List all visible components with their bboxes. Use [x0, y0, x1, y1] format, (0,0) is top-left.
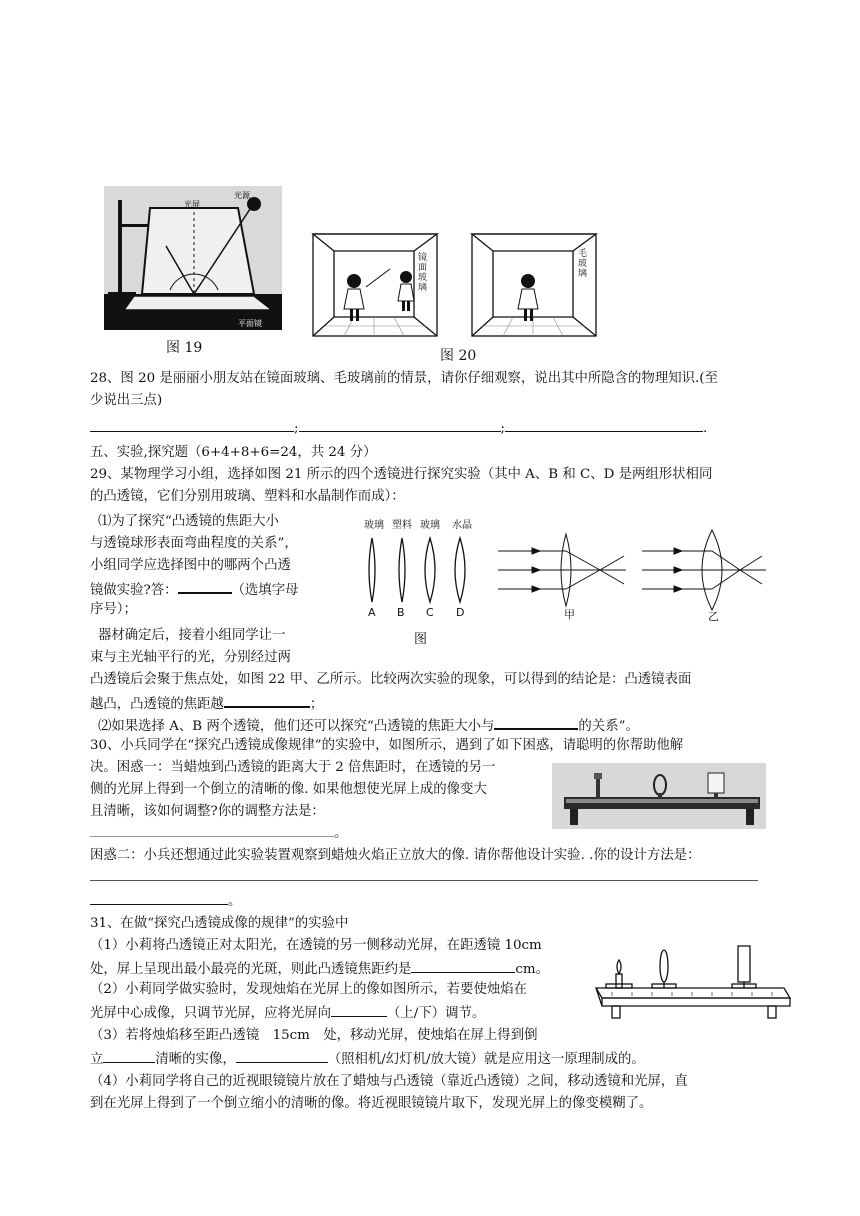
label-mirror-glass: 镜面玻璃 [418, 253, 428, 293]
label-light-source: 光源 [234, 191, 250, 200]
q30-answer-blank-1[interactable] [90, 822, 334, 837]
q30-line-4: 且清晰，该如何调整?你的调整方法是： [90, 804, 325, 819]
q31-p1-line-2-text: 处，屏上呈现出最小最亮的光斑，则此凸透镜焦距约是 [90, 962, 412, 977]
q31-p2-line-2-text: 光屏中心成像，只调节光屏，应将光屏向 [90, 1006, 332, 1021]
label-jia: 甲 [564, 608, 575, 621]
q31-answer-blank-1[interactable] [411, 958, 515, 973]
q29-p1-line-6: 器材确定后，接着小组同学让一 [98, 628, 286, 643]
q30-line-2: 决。困惑一：当蜡烛到凸透镜的距离大于 2 倍焦距时，在透镜的另一 [90, 760, 496, 775]
q30-line-8 [90, 890, 241, 912]
lens-b-letter: B [397, 606, 405, 619]
q28-end: . [703, 421, 708, 436]
q31-p1-line-2 [90, 958, 549, 980]
q31-answer-blank-3[interactable] [103, 1048, 155, 1063]
q29-p2-text: ⑵如果选择 A、B 两个透镜，他们还可以探究“凸透镜的焦距大小与 [98, 719, 495, 734]
lens-a-material: 玻璃 [364, 520, 384, 531]
q30-line-3: 侧的光屏上得到一个倒立的清晰的像. 如果他想使光屏上成的像变大 [90, 782, 487, 797]
q30-line-5 [90, 822, 347, 844]
q28-line-1: 28、图 20 是丽丽小朋友站在镜面玻璃、毛玻璃前的情景，请你仔细观察，说出其中所隐含的物理知识.(至 [90, 371, 718, 386]
optical-bench-drawing-svg [592, 940, 792, 1022]
section-5-heading: 五、实验,探究题（6+4+8+6=24，共 24 分） [90, 445, 377, 460]
label-plane-mirror: 平面镜 [238, 319, 262, 328]
q31-p4-line-1: （4）小莉同学将自己的近视眼镜镜片放在了蜡烛与凸透镜（靠近凸透镜）之间，移动透镜和光屏，直 [90, 1074, 688, 1089]
lens-d-letter: D [456, 606, 465, 619]
lens-d-material: 水晶 [452, 520, 472, 531]
q28-line-2: 少说出三点) [90, 393, 163, 408]
q30-line-1: 30、小兵同学在“探究凸透镜成像规律”的实验中，如图所示，遇到了如下困惑，请聪明的你帮助他解 [90, 738, 684, 753]
q31-p1-line-2-suffix: cm。 [515, 962, 549, 977]
q31-p3-line-1: （3）若将烛焰移至距凸透镜 15cm 处，移动光屏，使烛焰在屏上得到倒 [90, 1028, 538, 1043]
q31-p2-line-1: （2）小莉同学做实验时，发现烛焰在光屏上的像如图所示，若要使烛焰在 [90, 982, 528, 997]
q31-p2-line-2-suffix: （上/下）调节。 [387, 1006, 486, 1021]
ray-diagram-yi [642, 530, 766, 610]
q31-p3-line-2-text-a: 立 [90, 1052, 104, 1067]
label-frosted-glass: 毛玻璃 [578, 249, 588, 279]
q30-answer-blank-3[interactable] [90, 890, 228, 905]
q31-p3-line-2-text-b: 清晰的实像， [155, 1052, 236, 1067]
q30-line-6: 困惑二：小兵还想通过此实验装置观察到蜡烛火焰正立放大的像. 请你帮他设计实验. .你的设计方法是： [90, 848, 701, 863]
q29-p1-line-3: 小组同学应选择图中的哪两个凸透 [90, 558, 291, 573]
q28-answer-blank-1[interactable] [90, 417, 294, 432]
q31-p3-line-2-text-c: （照相机/幻灯机/放大镜）就是应用这一原理制成的。 [327, 1052, 645, 1067]
q29-p1-line-2: 与透镜球形表面弯曲程度的关系”， [90, 536, 298, 551]
q29-p1-line-5: 序号）； [90, 602, 137, 617]
lens-c-letter: C [426, 606, 434, 619]
figure-19 [104, 186, 282, 330]
label-screen: 光屏 [184, 200, 200, 209]
q29-line-1: 29、某物理学习小组，选择如图 21 所示的四个透镜进行探究实验（其中 A、B 和 C、D 是两组形状相同 [90, 467, 713, 482]
q29-p1-line-1: ⑴为了探究“凸透镜的焦距大小 [98, 514, 279, 529]
lens-b [399, 538, 405, 602]
lens-d [455, 538, 465, 602]
q31-p3-line-2 [90, 1048, 645, 1070]
q31-line-1: 31、在做“探究凸透镜成像的规律”的实验中 [90, 916, 349, 931]
figure-20-caption: 图 20 [440, 348, 477, 364]
figure-20 [310, 231, 600, 339]
q31-p2-line-2 [90, 1002, 485, 1024]
optical-bench-photo [552, 763, 766, 829]
q31-p4-line-2: 到在光屏上得到了一个倒立缩小的清晰的像。将近视眼镜镜片取下，发现光屏上的像变模糊了。 [90, 1096, 653, 1111]
q28-answer-blank-3[interactable] [505, 417, 703, 432]
q31-p1-line-1: （1）小莉将凸透镜正对太阳光，在透镜的另一侧移动光屏，在距透镜 10cm [90, 938, 542, 953]
lens-a-letter: A [368, 606, 376, 619]
q29-p2-line [98, 714, 639, 737]
q29-p1-line-4 [90, 578, 298, 601]
q29-p1-line-9-text: 越凸，凸透镜的焦距越 [90, 697, 224, 712]
q29-p1-line-9-suffix: ； [309, 697, 324, 712]
label-yi: 乙 [708, 610, 719, 623]
q29-p1-line-7: 束与主光轴平行的光，分别经过两 [90, 650, 291, 665]
q28-separator-1: ; [294, 421, 299, 436]
q29-p1-line-9 [90, 692, 323, 715]
q28-answer-line [90, 417, 707, 439]
q29-answer-blank-1[interactable] [178, 578, 232, 594]
optical-bench-photo-drawing [552, 763, 766, 829]
lens-c-material: 玻璃 [420, 520, 440, 531]
figure-19-caption: 图 19 [166, 340, 203, 356]
figure-19-apparatus [104, 186, 282, 330]
q29-answer-blank-2[interactable] [224, 692, 310, 708]
lens-b-material: 塑料 [392, 520, 412, 531]
q31-answer-blank-2[interactable] [331, 1002, 387, 1017]
q29-p1-line-8: 凸透镜后会聚于焦点处，如图 22 甲、乙所示。比较两次实验的现象，可以得到的结论是：凸透镜表面 [90, 672, 692, 687]
ray-diagram-jia [498, 534, 626, 606]
figure-20-rooms [310, 231, 600, 339]
q28-answer-blank-2[interactable] [299, 417, 501, 432]
q28-separator-2: ; [500, 421, 506, 436]
q29-p1-line-4-suffix: （选填字母 [231, 583, 299, 598]
q31-answer-blank-4[interactable] [236, 1048, 328, 1063]
q30-line-8-end: 。 [228, 894, 242, 909]
q29-line-2: 的凸透镜，它们分别用玻璃、塑料和水晶制作而成）： [90, 489, 405, 504]
lens-c [425, 538, 435, 602]
optical-bench-drawing [592, 940, 792, 1022]
q30-line-5-end: 。 [334, 826, 348, 841]
q29-answer-blank-3[interactable] [494, 714, 578, 730]
q29-p1-line-4-text: 镜做实验?答： [90, 583, 178, 598]
lens-a [369, 538, 375, 602]
q29-p2-suffix: 的关系”。 [578, 719, 639, 734]
figure-21-caption: 图 [414, 632, 428, 647]
q30-answer-blank-2[interactable] [90, 880, 758, 881]
